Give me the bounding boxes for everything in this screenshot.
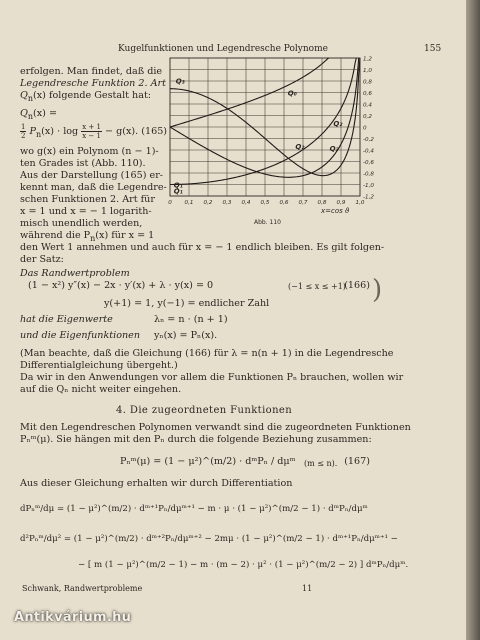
text-line: Differentialgleichung übergeht.) — [20, 360, 178, 371]
curve-label: Q₂ — [295, 142, 305, 151]
x-tick-labels — [168, 200, 365, 206]
text-line: Aus dieser Gleichung erhalten wir durch Differentiation — [20, 478, 293, 489]
text-line: Aus der Darstellung (165) er- — [20, 170, 164, 181]
text-line: Mit den Legendreschen Polynomen verwandt sind die zugeordneten Funktionen — [20, 422, 411, 433]
x-tick-label: 0,1 — [184, 200, 194, 206]
y-tick-label: 0,6 — [363, 90, 372, 97]
eigenfunctions-label: und die Eigenfunktionen — [20, 330, 141, 341]
formula-q: $Q_n(x)$ = — [20, 108, 58, 121]
page-number: 155 — [424, 44, 442, 54]
eigenvalues-label: hat die Eigenwerte — [20, 314, 113, 325]
curve-label: Q₁ — [173, 181, 183, 190]
eigenfunctions-formula: yₙ(x) = Pₙ(x). — [154, 330, 218, 341]
text-line: (Man beachte, daß die Gleichung (166) für λ = n(n + 1) in die Legendresche — [20, 348, 394, 359]
margin-brace: ) — [372, 275, 383, 305]
text-line: Legendresche Funktion 2. Art — [20, 78, 166, 89]
y-tick-label: -0,2 — [363, 136, 374, 143]
y-tick-label: 1,0 — [363, 67, 372, 74]
chart-svg — [158, 54, 374, 230]
curve-label: Q₀ — [287, 89, 297, 98]
eigenvalues-formula: λₙ = n · (n + 1) — [154, 314, 228, 325]
x-tick-label: 0,6 — [279, 200, 289, 206]
equation-167-condition: (m ≤ n). — [304, 459, 338, 468]
figure-caption: Abb. 110 — [254, 219, 281, 226]
y-tick-label: -1,2 — [363, 194, 374, 201]
text-line: Da wir in den Anwendungen vor allem die Funktionen Pₙ brauchen, wollen wir — [20, 372, 404, 383]
derivative-1: dPₙᵐ/dμ = (1 − μ²)^(m/2) · dᵐ⁺¹Pₙ/dμᵐ⁺¹ − m · μ · (1 − μ²)^(m/2 − 1) · dᵐPₙ/dμᵐ — [20, 504, 368, 514]
text-line: ten Grades ist (Abb. 110). — [20, 158, 146, 169]
x-tick-label: 0,3 — [222, 200, 232, 206]
x-tick-label: 0,8 — [317, 200, 327, 206]
equation-number-166: (166) — [344, 280, 370, 291]
x-tick-label: 0,9 — [336, 200, 346, 206]
x-axis-label: x=cos ϑ — [321, 207, 350, 215]
formula-165: $\frac{1}{2}$ $P_n(x) \cdot \log$ $\frac{x + 1}{x - 1}$ − g(x). (165) — [21, 123, 168, 140]
text-line: kennt man, daß die Legendre- — [20, 182, 167, 193]
text-line: auf die Qₙ nicht weiter eingehen. — [20, 384, 182, 395]
text-line: den Wert 1 annehmen und auch für x = − 1 endlich bleiben. Es gilt folgen- — [20, 242, 385, 253]
x-tick-label: 0,5 — [260, 200, 270, 206]
y-tick-label: -1,0 — [363, 182, 374, 189]
figure-legendre-q — [158, 54, 374, 230]
equation-166-condition: (−1 ≤ x ≤ +1) — [288, 282, 346, 291]
y-tick-labels — [363, 56, 374, 200]
text-line: misch unendlich werden, — [20, 218, 143, 229]
curve-Q₂ — [170, 58, 359, 177]
curve-label: Q₃ — [175, 77, 185, 86]
derivative-2: d²Pₙᵐ/dμ² = (1 − μ²)^(m/2) · dᵐ⁺²Pₙ/dμᵐ⁺² − 2mμ · (1 − μ²)^(m/2 − 1) · dᵐ⁺¹Pₙ/dμᵐ⁺¹ − — [20, 534, 398, 544]
signature-mark: 11 — [302, 584, 313, 593]
text-line: $Q_n(x)$ folgende Gestalt hat: — [20, 90, 152, 103]
x-tick-label: 0 — [168, 200, 172, 206]
equation-167: Pₙᵐ(μ) = (1 − μ²)^(m/2) · dᵐPₙ / dμᵐ — [120, 456, 296, 467]
y-tick-label: 0,2 — [363, 113, 372, 120]
curve-label: Q₁ — [173, 187, 183, 196]
text-line: erfolgen. Man findet, daß die — [20, 66, 163, 77]
footer-imprint: Schwank, Randwertprobleme — [22, 584, 143, 593]
y-tick-label: -0,8 — [363, 171, 374, 178]
curve-label: Q₂ — [333, 119, 343, 128]
watermark: Antikvárium.hu — [14, 610, 132, 625]
text-line: schen Funktionen 2. Art für — [20, 194, 155, 205]
text-line: der Satz: — [20, 254, 64, 265]
x-tick-label: 0,2 — [203, 200, 213, 206]
text-line: Das Randwertproblem — [20, 268, 130, 279]
y-tick-label: -0,4 — [363, 148, 374, 155]
y-tick-label: -0,6 — [363, 159, 374, 166]
x-tick-label: 1,0 — [355, 200, 365, 206]
equation-166: (1 − x²) y″(x) − 2x · y′(x) + λ · y(x) = 0 — [28, 280, 214, 291]
curve-label: Q₃ — [329, 145, 339, 154]
text-line: Pₙᵐ(μ). Sie hängen mit den Pₙ durch die folgende Beziehung zusammen: — [20, 434, 372, 445]
text-line: x = 1 und x = − 1 logarith- — [20, 206, 152, 217]
boundary-conditions: y(+1) = 1, y(−1) = endlicher Zahl — [104, 298, 270, 309]
text-line: während die $P_n(x)$ für x = 1 — [20, 230, 155, 243]
section-heading: 4. Die zugeordneten Funktionen — [116, 405, 293, 416]
curve-Q₁ — [170, 58, 356, 185]
running-header-title: Kugelfunktionen und Legendresche Polynome — [118, 44, 328, 54]
x-tick-label: 0,7 — [298, 200, 308, 206]
x-tick-label: 0,4 — [241, 200, 251, 206]
text-line: wo g(x) ein Polynom (n − 1)- — [20, 146, 159, 157]
equation-number-167: (167) — [344, 456, 370, 467]
grid — [170, 58, 360, 196]
curve-labels — [174, 77, 344, 195]
y-tick-label: 1,2 — [363, 56, 372, 63]
book-edge — [466, 0, 480, 640]
derivative-2-continued: − [ m (1 − μ²)^(m/2 − 1) − m · (m − 2) · μ² · (1 − μ²)^(m/2 − 2) ] dᵐPₙ/dμᵐ. — [78, 560, 409, 570]
y-tick-label: 0,8 — [363, 79, 372, 86]
y-tick-label: 0,4 — [363, 102, 372, 109]
y-tick-label: 0 — [363, 125, 367, 132]
